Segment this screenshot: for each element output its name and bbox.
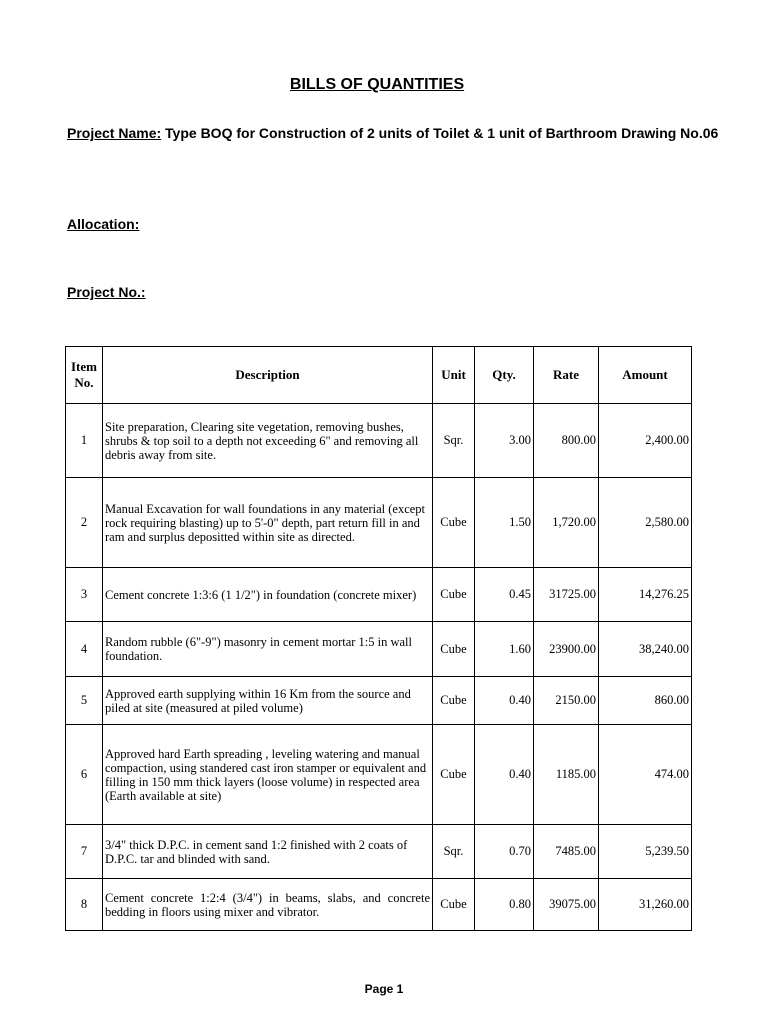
item-rate: 1185.00 xyxy=(534,725,599,825)
item-amount: 2,400.00 xyxy=(599,404,692,478)
item-qty: 1.60 xyxy=(475,622,534,677)
item-description: Random rubble (6"-9") masonry in cement mortar 1:5 in wall foundation. xyxy=(103,622,433,677)
item-qty: 0.70 xyxy=(475,825,534,879)
page-number: Page 1 xyxy=(364,982,404,996)
item-unit: Cube xyxy=(433,725,475,825)
allocation-label: Allocation: xyxy=(67,216,140,232)
item-number: 5 xyxy=(66,677,103,725)
project-name-value: Type BOQ for Construction of 2 units of Toilet & 1 unit of Barthroom Drawing No.06 xyxy=(161,125,719,141)
item-amount: 5,239.50 xyxy=(599,825,692,879)
item-number: 8 xyxy=(66,879,103,931)
item-qty: 3.00 xyxy=(475,404,534,478)
item-unit: Cube xyxy=(433,622,475,677)
table-row xyxy=(66,622,692,677)
table-header-row xyxy=(66,347,692,404)
table-row xyxy=(66,404,692,478)
item-unit: Cube xyxy=(433,478,475,568)
item-number: 2 xyxy=(66,478,103,568)
item-unit: Cube xyxy=(433,879,475,931)
item-rate: 23900.00 xyxy=(534,622,599,677)
item-amount: 31,260.00 xyxy=(599,879,692,931)
item-description: Approved earth supplying within 16 Km from the source and piled at site (measured at piled volume) xyxy=(103,677,433,725)
header-rate: Rate xyxy=(534,347,599,404)
item-number: 1 xyxy=(66,404,103,478)
item-description: Manual Excavation for wall foundations in any material (except rock requiring blasting) up to 5'-0" depth, part return fill in and ram and surplus depositted within site as directed. xyxy=(103,478,433,568)
item-qty: 0.40 xyxy=(475,725,534,825)
header-amount: Amount xyxy=(599,347,692,404)
item-number: 6 xyxy=(66,725,103,825)
item-rate: 1,720.00 xyxy=(534,478,599,568)
table-row xyxy=(66,478,692,568)
table-row xyxy=(66,825,692,879)
header-qty: Qty. xyxy=(475,347,534,404)
project-name-label: Project Name: xyxy=(67,125,162,141)
project-number-line xyxy=(67,284,146,300)
item-description: Site preparation, Clearing site vegetation, removing bushes, shrubs & top soil to a depth not exceeding 6" and removing all debris away from site. xyxy=(103,404,433,478)
item-rate: 800.00 xyxy=(534,404,599,478)
item-rate: 31725.00 xyxy=(534,568,599,622)
item-number: 4 xyxy=(66,622,103,677)
item-qty: 0.45 xyxy=(475,568,534,622)
item-unit: Sqr. xyxy=(433,825,475,879)
table-row xyxy=(66,568,692,622)
document-title: BILLS OF QUANTITIES xyxy=(289,76,465,93)
table-row xyxy=(66,725,692,825)
project-name-line xyxy=(67,124,747,143)
item-unit: Cube xyxy=(433,568,475,622)
item-unit: Sqr. xyxy=(433,404,475,478)
table-row xyxy=(66,879,692,931)
table-row xyxy=(66,677,692,725)
boq-table xyxy=(65,346,692,931)
item-rate: 39075.00 xyxy=(534,879,599,931)
item-qty: 0.80 xyxy=(475,879,534,931)
item-amount: 38,240.00 xyxy=(599,622,692,677)
item-amount: 14,276.25 xyxy=(599,568,692,622)
allocation-line xyxy=(67,216,139,232)
header-unit: Unit xyxy=(433,347,475,404)
item-number: 7 xyxy=(66,825,103,879)
item-description: Cement concrete 1:2:4 (3/4") in beams, slabs, and concrete bedding in floors using mixer and vibrator. xyxy=(103,879,433,931)
item-qty: 1.50 xyxy=(475,478,534,568)
item-unit: Cube xyxy=(433,677,475,725)
item-rate: 7485.00 xyxy=(534,825,599,879)
item-qty: 0.40 xyxy=(475,677,534,725)
item-amount: 860.00 xyxy=(599,677,692,725)
header-item-no: Item No. xyxy=(66,347,103,404)
item-description: Cement concrete 1:3:6 (1 1/2") in foundation (concrete mixer) xyxy=(103,568,433,622)
project-number-label: Project No.: xyxy=(67,284,146,300)
item-amount: 2,580.00 xyxy=(599,478,692,568)
item-amount: 474.00 xyxy=(599,725,692,825)
item-description: Approved hard Earth spreading , leveling watering and manual compaction, using standered cast iron stamper or equivalent and filling in 150 mm thick layers (loose volume) in respected area (Earth available at site) xyxy=(103,725,433,825)
item-rate: 2150.00 xyxy=(534,677,599,725)
header-description: Description xyxy=(103,347,433,404)
item-description: 3/4" thick D.P.C. in cement sand 1:2 finished with 2 coats of D.P.C. tar and blinded with sand. xyxy=(103,825,433,879)
item-number: 3 xyxy=(66,568,103,622)
